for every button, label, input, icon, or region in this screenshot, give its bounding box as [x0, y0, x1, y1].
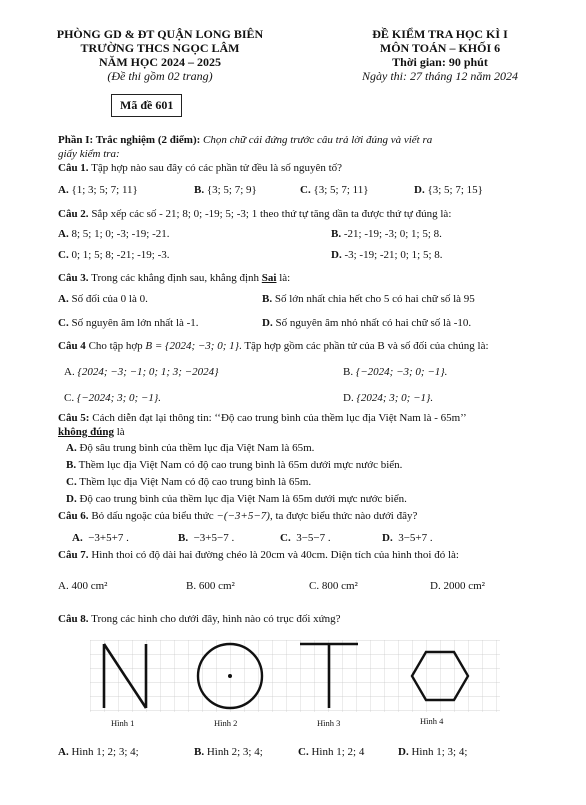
figure-2-label: Hình 2 [214, 718, 238, 728]
exam-code: Mã đề 601 [111, 94, 182, 117]
question-4: Câu 4 Cho tập hợp B = {2024; −3; 0; 1}. Tập hợp gồm các phần tử của B và số đối của chúng là: [58, 340, 489, 352]
q8-option-c[interactable]: C. Hình 1; 2; 4 [298, 746, 365, 758]
q3-option-c[interactable]: C. Số nguyên âm lớn nhất là -1. [58, 317, 199, 329]
q4-option-a[interactable]: A. {2024; −3; −1; 0; 1; 3; −2024} [64, 366, 219, 378]
school-name: TRƯỜNG THCS NGỌC LÂM [80, 41, 240, 55]
dept-name: PHÒNG GD & ĐT QUẬN LONG BIÊN [56, 27, 264, 41]
q2-option-c[interactable]: C. 0; 1; 5; 8; -21; -19; -3. [58, 249, 170, 261]
q3-option-b[interactable]: B. Số lớn nhất chia hết cho 5 có hai chữ số là 95 [262, 293, 475, 305]
part1-instruction-cont: giấy kiểm tra: [58, 148, 120, 160]
grid-background [90, 640, 500, 712]
question-3: Câu 3. Trong các khẳng định sau, khẳng định Sai là: [58, 272, 291, 284]
school-year: NĂM HỌC 2024 – 2025 [99, 55, 221, 69]
duration: Thời gian: 90 phút [392, 55, 488, 69]
question-5: Câu 5: Cách diễn đạt lại thông tin: ‘‘Độ cao trung bình của thềm lục địa Việt Nam là - 65m’’ [58, 412, 467, 424]
q7-option-d[interactable]: D. 2000 cm² [430, 580, 485, 592]
exam-date: Ngày thi: 27 tháng 12 năm 2024 [362, 69, 518, 83]
q6-option-c[interactable]: C. 3−5−7 . [280, 532, 331, 544]
q4-option-c[interactable]: C. {−2024; 3; 0; −1}. [64, 392, 161, 404]
set-b: B = {2024; −3; 0; 1} [145, 340, 240, 352]
q5-option-c[interactable]: C. Thềm lục địa Việt Nam có độ cao trung bình là 65m. [66, 476, 312, 488]
q1-option-d[interactable]: D. {3; 5; 7; 15} [414, 184, 483, 196]
q1-option-c[interactable]: C. {3; 5; 7; 11} [300, 184, 369, 196]
page-count: (Đề thi gồm 02 trang) [107, 69, 213, 83]
q7-option-b[interactable]: B. 600 cm² [186, 580, 235, 592]
part1-title: Phần I: Trắc nghiệm (2 điểm): [58, 134, 201, 146]
q2-option-d[interactable]: D. -3; -19; -21; 0; 1; 5; 8. [331, 249, 443, 261]
q3-option-a[interactable]: A. Số đối của 0 là 0. [58, 293, 148, 305]
question-5-cont: không đúng là [58, 426, 125, 438]
figure-4-label: Hình 4 [420, 716, 444, 726]
expression: −(−3+5−7) [216, 510, 270, 522]
q7-option-a[interactable]: A. 400 cm² [58, 580, 108, 592]
q5-option-a[interactable]: A. Độ sâu trung bình của thềm lục địa Việt Nam là 65m. [66, 442, 315, 454]
q6-option-a[interactable]: A. −3+5+7 . [72, 532, 129, 544]
question-2: Câu 2. Sắp xếp các số - 21; 8; 0; -19; 5; -3; 1 theo thứ tự tăng dần ta được thứ tự đúng là: [58, 208, 452, 220]
q6-option-b[interactable]: B. −3+5−7 . [178, 532, 235, 544]
q8-option-b[interactable]: B. Hình 2; 3; 4; [194, 746, 263, 758]
exam-title: ĐỀ KIỂM TRA HỌC KÌ I [372, 27, 508, 41]
figure-1-label: Hình 1 [111, 718, 135, 728]
q4-option-b[interactable]: B. {−2024; −3; 0; −1}. [343, 366, 448, 378]
q4-option-d[interactable]: D. {2024; 3; 0; −1}. [343, 392, 434, 404]
q2-option-b[interactable]: B. -21; -19; -3; 0; 1; 5; 8. [331, 228, 442, 240]
q3-option-d[interactable]: D. Số nguyên âm nhỏ nhất có hai chữ số là -10. [262, 317, 472, 329]
question-8: Câu 8. Trong các hình cho dưới đây, hình nào có trục đối xứng? [58, 613, 341, 625]
part1-heading [58, 134, 432, 148]
q1-option-a[interactable]: A. {1; 3; 5; 7; 11} [58, 184, 138, 196]
q2-option-a[interactable]: A. 8; 5; 1; 0; -3; -19; -21. [58, 228, 170, 240]
question-6: Câu 6. Bỏ dấu ngoặc của biểu thức −(−3+5−7), ta được biểu thức nào dưới đây? [58, 510, 418, 522]
q6-option-d[interactable]: D. 3−5+7 . [382, 532, 433, 544]
figure-3-label: Hình 3 [317, 718, 341, 728]
question-1: Câu 1. Tập hợp nào sau đây có các phần tử đều là số nguyên tố? [58, 162, 343, 174]
q5-option-b[interactable]: B. Thềm lục địa Việt Nam có độ cao trung bình là 65m dưới mực nước biển. [66, 459, 403, 471]
question-7: Câu 7. Hình thoi có độ dài hai đường chéo là 20cm và 40cm. Diện tích của hình thoi đó là: [58, 549, 459, 561]
part1-instruction: Chọn chữ cái đứng trước câu trả lời đúng và viết ra [200, 134, 433, 146]
q1-option-b[interactable]: B. {3; 5; 7; 9} [194, 184, 257, 196]
subject: MÔN TOÁN – KHỐI 6 [379, 41, 501, 55]
q5-option-d[interactable]: D. Độ cao trung bình của thềm lục địa Việt Nam là 65m dưới mực nước biển. [66, 493, 407, 505]
q8-option-a[interactable]: A. Hình 1; 2; 3; 4; [58, 746, 139, 758]
q8-option-d[interactable]: D. Hình 1; 3; 4; [398, 746, 468, 758]
q7-option-c[interactable]: C. 800 cm² [309, 580, 358, 592]
